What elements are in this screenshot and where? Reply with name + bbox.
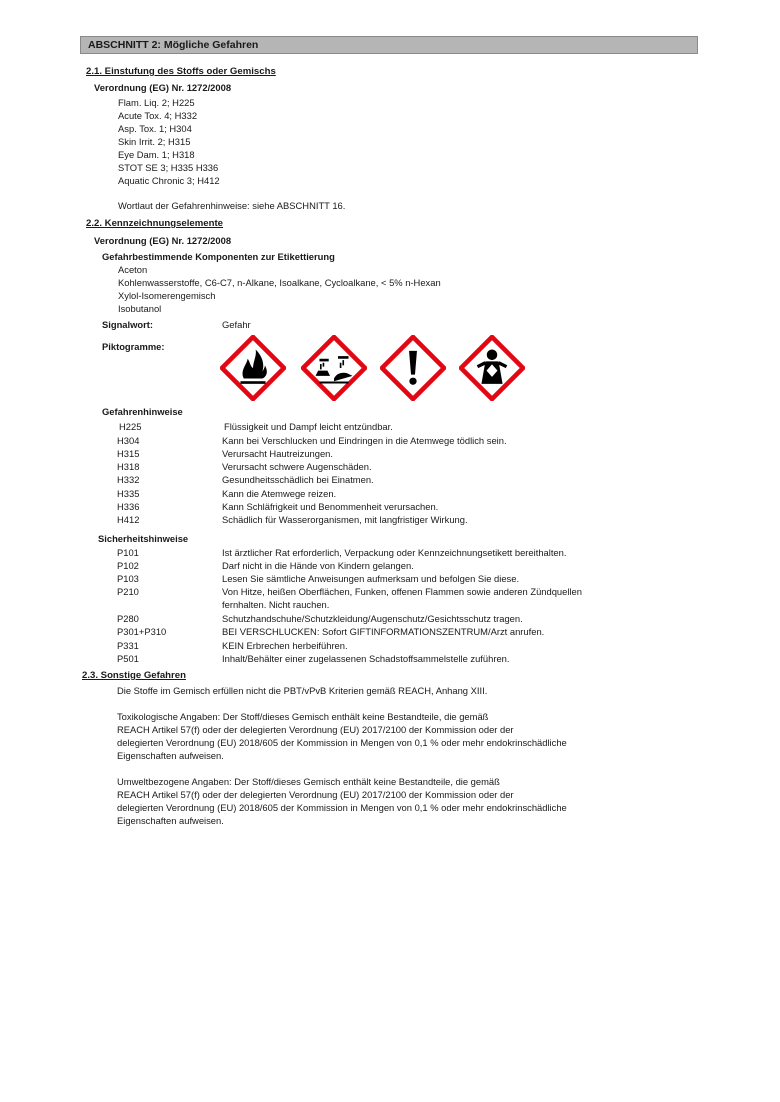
regulation-label: Verordnung (EG) Nr. 1272/2008 bbox=[94, 82, 232, 93]
hazard-text: Kann Schläfrigkeit und Benommenheit verursachen. bbox=[222, 501, 439, 512]
toxicological-info-line: delegierten Verordnung (EU) 2018/605 der Kommission in Mengen von 0,1 % oder mehr endokrinschädliche bbox=[117, 737, 567, 748]
hazard-code: H225 bbox=[119, 421, 142, 432]
components-title: Gefahrbestimmende Komponenten zur Etikettierung bbox=[102, 251, 335, 262]
hazard-code: H335 bbox=[117, 488, 140, 499]
precaution-text: Von Hitze, heißen Oberflächen, Funken, offenen Flammen sowie anderen Zündquellen bbox=[222, 586, 582, 597]
component-item: Xylol-Isomerengemisch bbox=[118, 290, 216, 301]
precaution-code: P331 bbox=[117, 640, 139, 651]
precaution-code: P102 bbox=[117, 560, 139, 571]
precaution-code: P101 bbox=[117, 547, 139, 558]
precaution-text: BEI VERSCHLUCKEN: Sofort GIFTINFORMATIONSZENTRUM/Arzt anrufen. bbox=[222, 626, 545, 637]
pictograms-label: Piktogramme: bbox=[102, 341, 165, 352]
section-header: ABSCHNITT 2: Mögliche Gefahren bbox=[80, 36, 698, 54]
precaution-text: Inhalt/Behälter einer zugelassenen Schadstoffsammelstelle zuführen. bbox=[222, 653, 510, 664]
corrosion-icon bbox=[301, 335, 367, 401]
precaution-text: Lesen Sie sämtliche Anweisungen aufmerksam und befolgen Sie diese. bbox=[222, 573, 520, 584]
hazard-text: Kann bei Verschlucken und Eindringen in die Atemwege tödlich sein. bbox=[222, 435, 507, 446]
hazard-wording-note: Wortlaut der Gefahrenhinweise: siehe ABSCHNITT 16. bbox=[118, 200, 346, 211]
precaution-code: P501 bbox=[117, 653, 139, 664]
hazard-text: Gesundheitsschädlich bei Einatmen. bbox=[222, 474, 374, 485]
hazard-text: Flüssigkeit und Dampf leicht entzündbar. bbox=[224, 421, 393, 432]
component-item: Kohlenwasserstoffe, C6-C7, n-Alkane, Isoalkane, Cycloalkane, < 5% n-Hexan bbox=[118, 277, 441, 288]
classification-item: Eye Dam. 1; H318 bbox=[118, 149, 195, 160]
environmental-info-line: Umweltbezogene Angaben: Der Stoff/dieses Gemisch enthält keine Bestandteile, die gemäß bbox=[117, 776, 500, 787]
precaution-code: P103 bbox=[117, 573, 139, 584]
hazard-text: Verursacht schwere Augenschäden. bbox=[222, 461, 372, 472]
precaution-text: Ist ärztlicher Rat erforderlich, Verpackung oder Kennzeichnungsetikett bereithalten. bbox=[222, 547, 567, 558]
environmental-info-line: delegierten Verordnung (EU) 2018/605 der Kommission in Mengen von 0,1 % oder mehr endokrinschädliche bbox=[117, 802, 567, 813]
hazard-text: Kann die Atemwege reizen. bbox=[222, 488, 337, 499]
component-item: Aceton bbox=[118, 264, 148, 275]
hazard-text: Verursacht Hautreizungen. bbox=[222, 448, 334, 459]
exclamation-mark-icon bbox=[380, 335, 446, 401]
precaution-text: KEIN Erbrechen herbeiführen. bbox=[222, 640, 348, 651]
environmental-info-line: Eigenschaften aufweisen. bbox=[117, 815, 224, 826]
hazard-text: Schädlich für Wasserorganismen, mit langfristiger Wirkung. bbox=[222, 514, 468, 525]
health-hazard-icon bbox=[459, 335, 525, 401]
precaution-code: P280 bbox=[117, 613, 139, 624]
classification-item: Asp. Tox. 1; H304 bbox=[118, 123, 192, 134]
toxicological-info-line: Eigenschaften aufweisen. bbox=[117, 750, 224, 761]
classification-item: Skin Irrit. 2; H315 bbox=[118, 136, 191, 147]
hazard-code: H336 bbox=[117, 501, 140, 512]
hazard-statements-title: Gefahrenhinweise bbox=[102, 406, 183, 417]
classification-item: STOT SE 3; H335 H336 bbox=[118, 162, 219, 173]
hazard-code: H315 bbox=[117, 448, 140, 459]
precautionary-statements-title: Sicherheitshinweise bbox=[98, 533, 189, 544]
regulation-label: Verordnung (EG) Nr. 1272/2008 bbox=[94, 235, 232, 246]
signal-word-value: Gefahr bbox=[222, 319, 251, 330]
toxicological-info-line: REACH Artikel 57(f) oder der delegierten Verordnung (EU) 2017/2100 der Kommission oder der bbox=[117, 724, 514, 735]
environmental-info-line: REACH Artikel 57(f) oder der delegierten Verordnung (EU) 2017/2100 der Kommission oder der bbox=[117, 789, 514, 800]
section-2-2-title: 2.2. Kennzeichnungselemente bbox=[86, 218, 224, 229]
classification-item: Aquatic Chronic 3; H412 bbox=[118, 175, 220, 186]
classification-item: Acute Tox. 4; H332 bbox=[118, 110, 198, 121]
signal-word-label: Signalwort: bbox=[102, 319, 154, 330]
section-2-1-title: 2.1. Einstufung des Stoffs oder Gemischs bbox=[86, 66, 276, 77]
hazard-code: H304 bbox=[117, 435, 140, 446]
pbt-statement: Die Stoffe im Gemisch erfüllen nicht die PBT/vPvB Kriterien gemäß REACH, Anhang XIII. bbox=[117, 685, 488, 696]
precaution-text: Schutzhandschuhe/Schutzkleidung/Augenschutz/Gesichtsschutz tragen. bbox=[222, 613, 523, 624]
precaution-text: Darf nicht in die Hände von Kindern gelangen. bbox=[222, 560, 414, 571]
hazard-code: H412 bbox=[117, 514, 140, 525]
precaution-text-continued: fernhalten. Nicht rauchen. bbox=[222, 599, 330, 610]
classification-item: Flam. Liq. 2; H225 bbox=[118, 97, 195, 108]
flame-icon bbox=[220, 335, 286, 401]
toxicological-info-line: Toxikologische Angaben: Der Stoff/dieses Gemisch enthält keine Bestandteile, die gemäß bbox=[117, 711, 489, 722]
hazard-code: H332 bbox=[117, 474, 140, 485]
hazard-code: H318 bbox=[117, 461, 140, 472]
precaution-code: P301+P310 bbox=[117, 626, 167, 637]
precaution-code: P210 bbox=[117, 586, 139, 597]
section-2-3-title: 2.3. Sonstige Gefahren bbox=[82, 670, 186, 681]
component-item: Isobutanol bbox=[118, 303, 162, 314]
